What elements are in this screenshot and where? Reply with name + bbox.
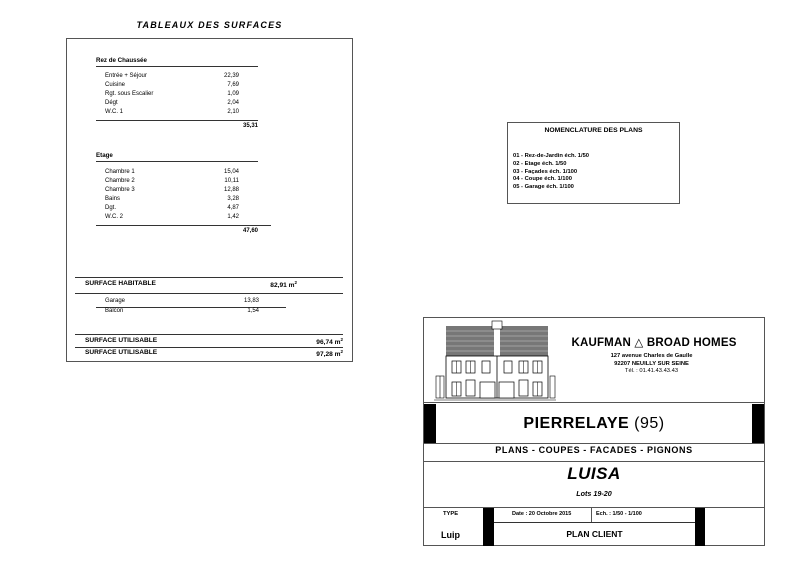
table-row: Chambre 1 15,04 [105,169,239,175]
city-title: PIERRELAYE (95) [523,415,665,432]
surface-utilisable-row: SURFACE UTILISABLE 96,74 $m^2$ [85,337,343,347]
surfaces-table [66,38,353,362]
list-item: 02 - Etage éch. 1/50 [513,160,567,167]
city-band [424,404,764,444]
nomenclature-title: NOMENCLATURE DES PLANS [544,127,643,134]
type-divider-bar [483,508,494,546]
house-facade-drawing [434,320,556,404]
utilisable-line-1 [75,334,343,335]
rdc-sum-line [96,120,258,121]
table-row: Bains 3,28 [105,196,239,202]
table-row: Dégt 2,04 [105,100,239,106]
table-row: Rgt. sous Escalier 1,09 [105,91,239,97]
list-item: 04 - Coupe éch. 1/100 [513,176,572,183]
table-row: Chambre 3 12,88 [105,187,239,193]
table-row: Garage 13,83 [105,298,259,304]
etage-heading: Etage [96,152,113,159]
company-address: 127 avenue Charles de Gaulle 92207 NEUILLY SUR SEINE Tél. : 01.41.43.43.43 [610,353,693,374]
divider [424,461,764,462]
table-row: Dgt. 4,87 [105,205,239,211]
title-block [423,317,765,546]
rdc-total: 35,31 [242,123,258,129]
rdc-heading: Rez de Chaussée [96,57,147,64]
surfaces-title: TABLEAUX DES SURFACES [136,20,283,30]
table-row: W.C. 2 1,42 [105,214,239,220]
rdc-heading-underline [96,66,258,67]
habitable-line-top [75,277,343,278]
divider [424,402,764,403]
divider [424,443,764,444]
table-row: Balcon 1,54 [105,308,259,314]
table-row: W.C. 1 2,10 [105,109,239,115]
surface-habitable-row: SURFACE HABITABLE 82,91 $m^2$ [85,280,297,290]
nomenclature-list [513,153,589,192]
type-label: TYPE [443,511,459,517]
nomenclature-box [507,122,680,204]
list-item: 05 - Garage éch. 1/100 [513,184,574,191]
lots-label: Lots 19-20 [576,489,612,498]
document-type: PLAN CLIENT [566,529,623,539]
habitable-line-bottom [75,293,343,294]
triangle-logo-icon: △ [634,337,644,349]
table-row: Chambre 2 10,11 [105,178,239,184]
company-name: KAUFMAN △ BROAD HOMES [571,337,737,349]
etage-total: 47,60 [242,228,258,234]
etage-sum-line [96,225,271,226]
divider [494,522,695,523]
table-row: Cuisine 7,69 [105,82,239,88]
surface-utilisable-row: SURFACE UTILISABLE 97,28 $m^2$ [85,349,343,359]
type-value: Luip [441,530,460,540]
date-label: Date : 20 Octobre 2015 [512,511,572,517]
table-row: Entrée + Séjour 22,39 [105,73,239,79]
model-name: LUISA [567,464,621,483]
doc-divider-bar [695,508,705,546]
plans-line: PLANS - COUPES - FACADES - PIGNONS [495,445,693,455]
etage-heading-underline [96,161,258,162]
list-item: 01 - Rez-de-Jardin éch. 1/50 [513,153,590,159]
utilisable-line-2 [75,347,343,348]
date-scale-divider [591,508,592,522]
scale-label: Ech. : 1/50 - 1/100 [596,511,642,517]
list-item: 03 - Façades éch. 1/100 [513,168,578,175]
divider [424,507,764,508]
